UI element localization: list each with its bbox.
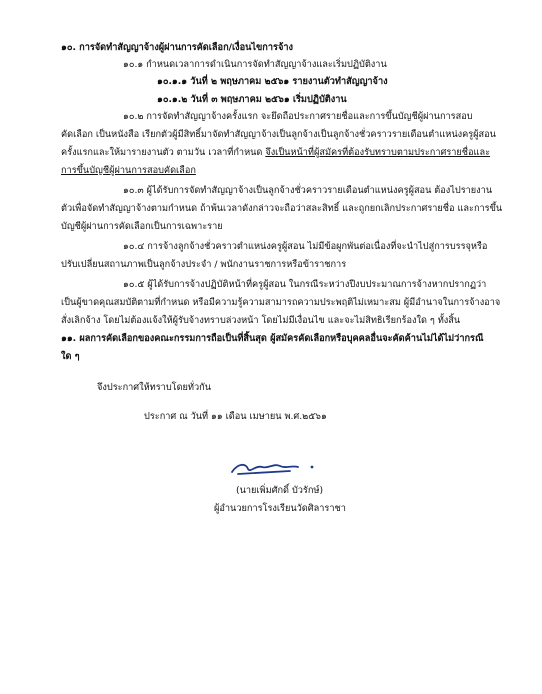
section-10-5-line-1: ๑๐.๕ ผู้ได้รับการจ้างปฏิบัติหน้าที่ครูผู้สอน ในกรณีระหว่างปีงบประมาณการจ้างหากปรากฏว่า: [123, 279, 487, 290]
section-10-2-line-4: การขึ้นบัญชีผู้ผ่านการสอบคัดเลือก: [61, 165, 196, 176]
section-11-line-2: ใด ๆ: [61, 351, 80, 362]
announcement-date: ประกาศ ณ วันที่ ๑๑ เดือน เมษายน พ.ศ.๒๕๖๑: [144, 411, 327, 422]
section-10-2-line-3: [61, 147, 490, 159]
section-11-line-1: ๑๑. ผลการคัดเลือกของคณะกรรมการถือเป็นที่สิ้นสุด ผู้สมัครคัดเลือกหรือบุคคลอื่นจะคัดค้านไม่ได้ไม่ว่ากรณี: [61, 333, 484, 344]
section-10-1-1: ๑๐.๑.๑ วันที่ ๒ พฤษภาคม ๒๕๖๑ รายงานตัวทำสัญญาจ้าง: [157, 76, 388, 87]
section-10-3-line-2: ตัวเพื่อจัดทำสัญญาจ้างตามกำหนด ถ้าพ้นเวลาดังกล่าวจะถือว่าสละสิทธิ์ และถูกยกเลิกประกาศรายชื่อ และการขึ้น: [61, 203, 503, 214]
section-10-5-line-3: สั่งเลิกจ้าง โดยไม่ต้องแจ้งให้ผู้รับจ้างทราบล่วงหน้า โดยไม่มีเงื่อนไข และจะไม่สิทธิเรียกร้องใด ๆ ทั้งสิ้น: [61, 315, 461, 326]
section-10-2-line-3-plain: ครั้งแรกและให้มารายงานตัว ตามวัน เวลาที่กำหนด: [61, 147, 266, 158]
section-10-2-line-3-underlined: จึงเป็นหน้าที่ผู้สมัครที่ต้องรับทราบตามประกาศรายชื่อและ: [265, 147, 491, 158]
section-10-4-line-1: ๑๐.๔ การจ้างลูกจ้างชั่วคราวตำแหน่งครูผู้สอน ไม่มีข้อผูกพันต่อเนื่องที่จะนำไปสู่การบรรจุหรือ: [123, 241, 488, 252]
signer-title: ผู้อำนวยการโรงเรียนวัดศิลาราชา: [214, 503, 346, 514]
section-10-2-line-2: คัดเลือก เป็นหนังสือ เรียกตัวผู้มีสิทธิ์มาจัดทำสัญญาจ้างเป็นลูกจ้างเป็นลูกจ้างชั่วคราวรายเดือนตำแหน่งครูผู้สอน: [61, 129, 496, 140]
section-10-2-line-1: ๑๐.๒ การจัดทำสัญญาจ้างครั้งแรก จะยึดถือประกาศรายชื่อและการขึ้นบัญชีผู้ผ่านการสอบ: [123, 111, 473, 122]
closing-statement: จึงประกาศให้ทราบโดยทั่วกัน: [97, 382, 211, 393]
section-10-heading: ๑๐. การจัดทำสัญญาจ้างผู้ผ่านการคัดเลือก/เงื่อนไขการจ้าง: [61, 42, 293, 53]
section-10-1-2: ๑๐.๑.๒ วันที่ ๓ พฤษภาคม ๒๕๖๑ เริ่มปฏิบัติงาน: [157, 94, 347, 105]
signature-image: [228, 457, 328, 477]
signer-name: (นายเพิ่มศักดิ์ บัวรักษ์): [236, 485, 324, 496]
section-10-3-line-1: ๑๐.๓ ผู้ได้รับการจัดทำสัญญาจ้างเป็นลูกจ้างชั่วคราวรายเดือนตำแหน่งครูผู้สอน ต้องไปรายงาน: [123, 185, 493, 196]
section-10-4-line-2: ปรับเปลี่ยนสถานภาพเป็นลูกจ้างประจำ / พนักงานราชการหรือข้าราชการ: [61, 259, 347, 270]
section-10-5-line-2: เป็นผู้ขาดคุณสมบัติตามที่กำหนด หรือมีความรู้ความสามารถความประพฤติไม่เหมาะสม ผู้มีอำนาจในการจ้างอาจ: [61, 297, 501, 308]
section-10-3-line-3: บัญชีผู้ผ่านการคัดเลือกเป็นการเฉพาะราย: [61, 221, 223, 232]
section-10-1: ๑๐.๑ กำหนดเวลาการดำเนินการจัดทำสัญญาจ้างและเริ่มปฏิบัติงาน: [123, 59, 387, 70]
